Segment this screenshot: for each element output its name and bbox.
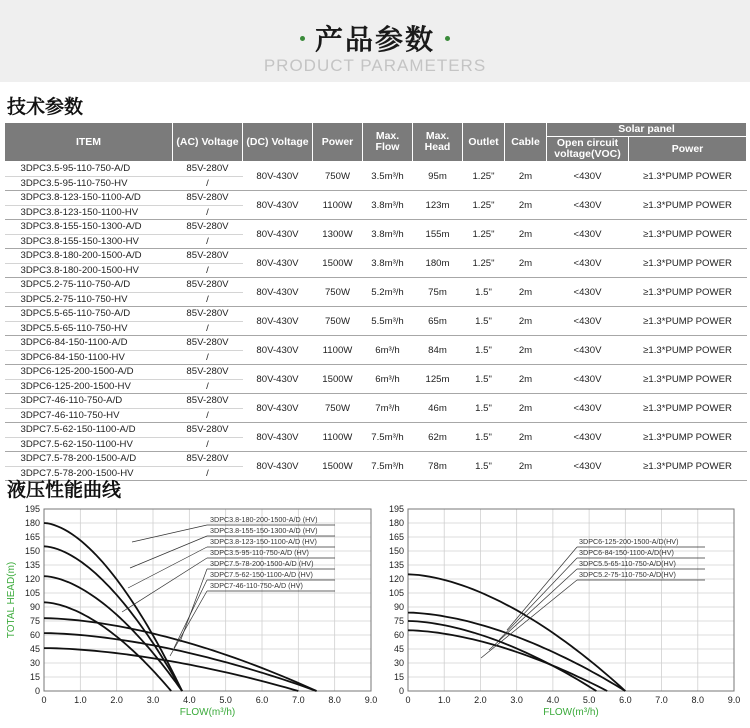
max-head-cell: 155m	[413, 220, 463, 249]
table-row	[5, 394, 747, 409]
y-tick-label: 150	[388, 546, 404, 556]
max-flow-cell: 3.8m³/h	[363, 220, 413, 249]
series-label: 3DPC5.2-75-110-750-A/D(HV)	[579, 570, 676, 579]
outlet-cell: 1.5"	[463, 365, 505, 394]
ac-voltage-cell: 85V-280V	[173, 249, 243, 264]
cable-cell: 2m	[505, 220, 547, 249]
solar-power-cell: ≥1.3*PUMP POWER	[629, 307, 747, 336]
y-tick-label: 60	[393, 630, 404, 640]
model-cell: 3DPC6-84-150-1100-A/D	[5, 336, 173, 351]
max-flow-cell: 3.5m³/h	[363, 162, 413, 191]
chart-svg-left	[2, 500, 377, 725]
model-cell: 3DPC3.8-180-200-1500-A/D	[5, 249, 173, 264]
x-axis-label: FLOW(m³/h)	[543, 707, 599, 718]
leader-line	[174, 580, 207, 648]
ac-voltage-cell: 85V-280V	[173, 191, 243, 206]
model-cell: 3DPC3.8-123-150-1100-A/D	[5, 191, 173, 206]
dc-voltage-cell: 80V-430V	[243, 423, 313, 452]
y-axis-label: TOTAL HEAD(m)	[6, 561, 17, 639]
solar-power-cell: ≥1.3*PUMP POWER	[629, 278, 747, 307]
header-solar-power: Power	[629, 137, 747, 162]
series-label: 3DPC3.8-180-200-1500-A/D (HV)	[210, 515, 318, 524]
ac-voltage-cell: /	[173, 379, 243, 394]
ac-voltage-cell: /	[173, 263, 243, 278]
max-flow-cell: 5.5m³/h	[363, 307, 413, 336]
x-tick-label: 0	[41, 695, 47, 705]
y-tick-label: 105	[388, 588, 404, 598]
power-cell: 750W	[313, 394, 363, 423]
voc-cell: <430V	[547, 423, 629, 452]
header-ac-voltage: (AC) Voltage	[173, 123, 243, 162]
series-label: 3DPC7.5-78-200-1500-A/D (HV)	[210, 559, 314, 568]
model-cell: 3DPC5.2-75-110-750-HV	[5, 292, 173, 307]
model-cell: 3DPC5.5-65-110-750-HV	[5, 321, 173, 336]
solar-power-cell: ≥1.3*PUMP POWER	[629, 191, 747, 220]
header-outlet: Outlet	[463, 123, 505, 162]
solar-power-cell: ≥1.3*PUMP POWER	[629, 336, 747, 365]
table-row	[5, 162, 747, 177]
ac-voltage-cell: 85V-280V	[173, 365, 243, 380]
dc-voltage-cell: 80V-430V	[243, 452, 313, 481]
dc-voltage-cell: 80V-430V	[243, 336, 313, 365]
outlet-cell: 1.5"	[463, 423, 505, 452]
header-item: ITEM	[5, 123, 173, 162]
table-row	[5, 336, 747, 351]
table-row	[5, 191, 747, 206]
cable-cell: 2m	[505, 336, 547, 365]
outlet-cell: 1.5"	[463, 336, 505, 365]
x-tick-label: 1.0	[74, 695, 87, 705]
model-cell: 3DPC6-125-200-1500-A/D	[5, 365, 173, 380]
table-row	[5, 278, 747, 293]
y-tick-label: 0	[398, 686, 404, 696]
y-tick-label: 45	[29, 644, 40, 654]
max-flow-cell: 7m³/h	[363, 394, 413, 423]
chart-svg-right	[377, 500, 748, 725]
outlet-cell: 1.5"	[463, 307, 505, 336]
model-cell: 3DPC6-84-150-1100-HV	[5, 350, 173, 365]
x-tick-label: 8.0	[328, 695, 341, 705]
series-label: 3DPC3.5-95-110-750-A/D (HV)	[210, 548, 309, 557]
table-row	[5, 452, 747, 467]
x-tick-label: 8.0	[691, 695, 705, 705]
dc-voltage-cell: 80V-430V	[243, 249, 313, 278]
series-label: 3DPC7-46-110-750-A/D (HV)	[210, 581, 303, 590]
y-tick-label: 75	[29, 616, 40, 626]
solar-power-cell: ≥1.3*PUMP POWER	[629, 423, 747, 452]
header-cable: Cable	[505, 123, 547, 162]
voc-cell: <430V	[547, 162, 629, 191]
model-cell: 3DPC7.5-62-150-1100-A/D	[5, 423, 173, 438]
table-row	[5, 423, 747, 438]
model-cell: 3DPC3.5-95-110-750-A/D	[5, 162, 173, 177]
ac-voltage-cell: /	[173, 234, 243, 249]
header-max-head: Max. Head	[413, 123, 463, 162]
x-axis-label: FLOW(m³/h)	[179, 707, 236, 718]
leader-line	[499, 558, 577, 640]
cable-cell: 2m	[505, 423, 547, 452]
voc-cell: <430V	[547, 336, 629, 365]
max-head-cell: 125m	[413, 365, 463, 394]
plot-frame	[408, 509, 734, 691]
voc-cell: <430V	[547, 220, 629, 249]
outlet-cell: 1.5"	[463, 394, 505, 423]
model-cell: 3DPC6-125-200-1500-HV	[5, 379, 173, 394]
solar-power-cell: ≥1.3*PUMP POWER	[629, 220, 747, 249]
y-tick-label: 15	[29, 672, 40, 682]
series-label: 3DPC3.8-155-150-1300-A/D (HV)	[210, 526, 318, 535]
max-flow-cell: 7.5m³/h	[363, 452, 413, 481]
hero-banner	[0, 0, 750, 82]
x-tick-label: 7.0	[292, 695, 305, 705]
x-tick-label: 7.0	[655, 695, 668, 705]
model-cell: 3DPC3.8-180-200-1500-HV	[5, 263, 173, 278]
series-line	[44, 618, 317, 691]
y-tick-label: 120	[24, 574, 40, 584]
table-row	[5, 220, 747, 235]
voc-cell: <430V	[547, 191, 629, 220]
y-tick-label: 0	[34, 686, 40, 696]
x-tick-label: 2.0	[474, 695, 487, 705]
header-power: Power	[313, 123, 363, 162]
x-tick-label: 6.0	[255, 695, 269, 705]
dc-voltage-cell: 80V-430V	[243, 278, 313, 307]
table-row	[5, 249, 747, 264]
voc-cell: <430V	[547, 249, 629, 278]
y-tick-label: 75	[393, 616, 404, 626]
max-flow-cell: 6m³/h	[363, 336, 413, 365]
max-head-cell: 78m	[413, 452, 463, 481]
ac-voltage-cell: 85V-280V	[173, 307, 243, 322]
outlet-cell: 1.25"	[463, 249, 505, 278]
max-head-cell: 123m	[413, 191, 463, 220]
y-tick-label: 180	[24, 518, 40, 528]
ac-voltage-cell: /	[173, 408, 243, 423]
series-line	[44, 602, 171, 691]
x-tick-label: 9.0	[727, 695, 741, 705]
y-tick-label: 165	[24, 532, 40, 542]
y-tick-label: 195	[24, 504, 40, 514]
solar-power-cell: ≥1.3*PUMP POWER	[629, 394, 747, 423]
cable-cell: 2m	[505, 452, 547, 481]
outlet-cell: 1.25"	[463, 191, 505, 220]
y-tick-label: 105	[24, 588, 40, 598]
series-label: 3DPC3.8-123-150-1100-A/D (HV)	[210, 537, 317, 546]
dc-voltage-cell: 80V-430V	[243, 191, 313, 220]
performance-chart-left	[2, 500, 377, 725]
ac-voltage-cell: /	[173, 437, 243, 452]
solar-power-cell: ≥1.3*PUMP POWER	[629, 365, 747, 394]
ac-voltage-cell: 85V-280V	[173, 162, 243, 177]
voc-cell: <430V	[547, 365, 629, 394]
y-tick-label: 120	[388, 574, 404, 584]
model-cell: 3DPC7.5-78-200-1500-HV	[5, 466, 173, 481]
ac-voltage-cell: 85V-280V	[173, 423, 243, 438]
max-head-cell: 84m	[413, 336, 463, 365]
max-head-cell: 46m	[413, 394, 463, 423]
table-row	[5, 307, 747, 322]
leader-line	[481, 580, 577, 658]
page-title	[0, 18, 750, 58]
cable-cell: 2m	[505, 191, 547, 220]
cable-cell: 2m	[505, 278, 547, 307]
outlet-cell: 1.5"	[463, 452, 505, 481]
x-tick-label: 9.0	[364, 695, 377, 705]
leader-line	[489, 569, 577, 650]
max-head-cell: 180m	[413, 249, 463, 278]
max-head-cell: 62m	[413, 423, 463, 452]
model-cell: 3DPC7-46-110-750-HV	[5, 408, 173, 423]
ac-voltage-cell: 85V-280V	[173, 278, 243, 293]
solar-power-cell: ≥1.3*PUMP POWER	[629, 452, 747, 481]
ac-voltage-cell: 85V-280V	[173, 452, 243, 467]
y-tick-label: 195	[388, 504, 404, 514]
table-row	[5, 365, 747, 380]
dc-voltage-cell: 80V-430V	[243, 365, 313, 394]
ac-voltage-cell: /	[173, 350, 243, 365]
page-subtitle: PRODUCT PARAMETERS	[263, 56, 487, 75]
x-tick-label: 4.0	[183, 695, 196, 705]
model-cell: 3DPC3.8-155-150-1300-A/D	[5, 220, 173, 235]
performance-chart-right	[377, 500, 748, 725]
model-cell: 3DPC3.5-95-110-750-HV	[5, 176, 173, 191]
outlet-cell: 1.5"	[463, 278, 505, 307]
x-tick-label: 0	[405, 695, 411, 705]
outlet-cell: 1.25"	[463, 162, 505, 191]
x-tick-label: 5.0	[582, 695, 596, 705]
cable-cell: 2m	[505, 365, 547, 394]
cable-cell: 2m	[505, 394, 547, 423]
x-tick-label: 3.0	[146, 695, 160, 705]
spec-table	[4, 122, 747, 481]
y-tick-label: 135	[388, 560, 404, 570]
voc-cell: <430V	[547, 452, 629, 481]
header-open-circuit: Open circuit voltage(VOC)	[547, 137, 629, 162]
power-cell: 750W	[313, 278, 363, 307]
power-cell: 1500W	[313, 249, 363, 278]
model-cell: 3DPC3.8-155-150-1300-HV	[5, 234, 173, 249]
power-cell: 1100W	[313, 191, 363, 220]
y-tick-label: 90	[29, 602, 40, 612]
leader-line	[128, 547, 207, 588]
x-tick-label: 4.0	[546, 695, 560, 705]
cable-cell: 2m	[505, 307, 547, 336]
model-cell: 3DPC7.5-78-200-1500-A/D	[5, 452, 173, 467]
bullet-dot-icon	[445, 36, 450, 41]
solar-power-cell: ≥1.3*PUMP POWER	[629, 162, 747, 191]
ac-voltage-cell: 85V-280V	[173, 336, 243, 351]
y-tick-label: 30	[393, 658, 404, 668]
model-cell: 3DPC5.5-65-110-750-A/D	[5, 307, 173, 322]
outlet-cell: 1.25"	[463, 220, 505, 249]
x-tick-label: 6.0	[619, 695, 632, 705]
voc-cell: <430V	[547, 307, 629, 336]
power-cell: 750W	[313, 162, 363, 191]
voc-cell: <430V	[547, 278, 629, 307]
x-tick-label: 5.0	[219, 695, 232, 705]
ac-voltage-cell: /	[173, 292, 243, 307]
power-cell: 1300W	[313, 220, 363, 249]
power-cell: 1100W	[313, 423, 363, 452]
max-head-cell: 65m	[413, 307, 463, 336]
dc-voltage-cell: 80V-430V	[243, 307, 313, 336]
cable-cell: 2m	[505, 249, 547, 278]
series-line	[408, 630, 607, 691]
solar-power-cell: ≥1.3*PUMP POWER	[629, 249, 747, 278]
ac-voltage-cell: 85V-280V	[173, 394, 243, 409]
series-label: 3DPC6-84-150-1100-A/D(HV)	[579, 548, 674, 557]
header-dc-voltage: (DC) Voltage	[243, 123, 313, 162]
x-tick-label: 3.0	[510, 695, 523, 705]
y-tick-label: 45	[393, 644, 404, 654]
power-cell: 750W	[313, 307, 363, 336]
power-cell: 1500W	[313, 452, 363, 481]
cable-cell: 2m	[505, 162, 547, 191]
y-tick-label: 135	[24, 560, 40, 570]
ac-voltage-cell: 85V-280V	[173, 220, 243, 235]
model-cell: 3DPC5.2-75-110-750-A/D	[5, 278, 173, 293]
page-title-text: 产品参数	[314, 23, 435, 56]
tech-section-title: 技术参数	[7, 96, 84, 118]
dc-voltage-cell: 80V-430V	[243, 220, 313, 249]
ac-voltage-cell: /	[173, 321, 243, 336]
x-tick-label: 2.0	[110, 695, 123, 705]
model-cell: 3DPC3.8-123-150-1100-HV	[5, 205, 173, 220]
max-flow-cell: 7.5m³/h	[363, 423, 413, 452]
leader-line	[130, 536, 207, 568]
header-max-flow: Max. Flow	[363, 123, 413, 162]
y-tick-label: 180	[388, 518, 404, 528]
y-tick-label: 15	[393, 672, 404, 682]
max-flow-cell: 3.8m³/h	[363, 191, 413, 220]
power-cell: 1100W	[313, 336, 363, 365]
max-flow-cell: 5.2m³/h	[363, 278, 413, 307]
power-cell: 1500W	[313, 365, 363, 394]
ac-voltage-cell: /	[173, 466, 243, 481]
max-head-cell: 75m	[413, 278, 463, 307]
ac-voltage-cell: /	[173, 205, 243, 220]
bullet-dot-icon	[300, 36, 305, 41]
y-tick-label: 90	[393, 602, 404, 612]
model-cell: 3DPC7.5-62-150-1100-HV	[5, 437, 173, 452]
ac-voltage-cell: /	[173, 176, 243, 191]
max-flow-cell: 6m³/h	[363, 365, 413, 394]
max-head-cell: 95m	[413, 162, 463, 191]
y-tick-label: 60	[29, 630, 40, 640]
header-solar-panel: Solar panel	[547, 123, 747, 137]
model-cell: 3DPC7-46-110-750-A/D	[5, 394, 173, 409]
dc-voltage-cell: 80V-430V	[243, 394, 313, 423]
x-tick-label: 1.0	[437, 695, 451, 705]
max-flow-cell: 3.8m³/h	[363, 249, 413, 278]
y-tick-label: 30	[29, 658, 40, 668]
series-label: 3DPC7.5-62-150-1100-A/D (HV)	[210, 570, 313, 579]
series-label: 3DPC5.5-65-110-750-A/D(HV)	[579, 559, 676, 568]
leader-line	[132, 525, 207, 542]
curve-section-title: 液压性能曲线	[7, 479, 122, 501]
y-tick-label: 165	[388, 532, 404, 542]
dc-voltage-cell: 80V-430V	[243, 162, 313, 191]
y-tick-label: 150	[24, 546, 40, 556]
series-label: 3DPC6-125-200-1500-A/D(HV)	[579, 537, 679, 546]
voc-cell: <430V	[547, 394, 629, 423]
